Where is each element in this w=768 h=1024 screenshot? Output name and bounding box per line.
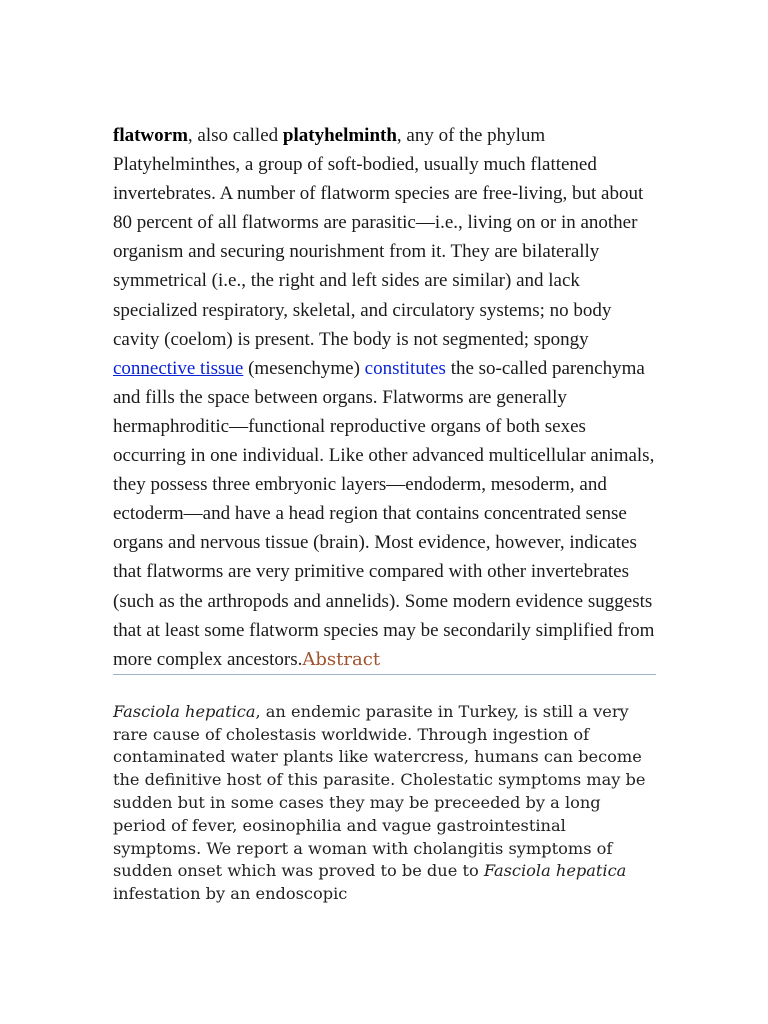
constitutes-link[interactable]: constitutes — [364, 357, 446, 379]
flatworm-article-paragraph — [113, 121, 656, 674]
document-page — [113, 121, 656, 906]
species-name: Fasciola hepatica — [483, 861, 627, 881]
text-segment: , also called — [187, 125, 283, 146]
text-segment: , an endemic parasite in Turkey, is still a very rare cause of cholestasis worldwide. Through ingestion of contaminated water plants like watercress, humans can become the definitive host of this parasite. Cholestatic symptoms may be sudden but in some cases they may be preceeded by a long period of fever, eosinophilia and vague gastrointestinal symptoms. We report a woman with cholangitis symptoms of sudden onset which was proved to be due to — [113, 701, 646, 881]
text-segment: , any of the phylum Platyhelminthes, a group of soft-bodied, usually much flattened invertebrates. A number of flatworm species are free-living, but about 80 percent of all flatworms are parasitic—i.e., living on or in another organism and securing nourishment from it. They are bilaterally symmetrical (i.e., the right and left sides are similar) and lack specialized respiratory, skeletal, and circulatory systems; no body cavity (coelom) is present. The body is not segmented; spongy — [113, 125, 644, 350]
text-segment: (mesenchyme) — [243, 357, 365, 379]
species-name: Fasciola hepatica — [113, 701, 256, 721]
text-segment: the so-called parenchyma and fills the space between organs. Flatworms are generally hermaphroditic—functional reproductive organs of both sexes occurring in one individual. Like other advanced multicellular animals, they possess three embryonic layers—endoderm, mesoderm, and ectoderm—and have a head region that contains concentrated sense organs and nervous tissue (brain). Most evidence, however, indicates that flatworms are very primitive compared with other invertebrates (such as the arthropods and annelids). Some modern evidence suggests that at least some flatworm species may be secondarily simplified from more complex ancestors. — [113, 357, 655, 670]
connective-tissue-link[interactable]: connective tissue — [113, 357, 244, 379]
abstract-paragraph — [113, 701, 656, 906]
text-segment: infestation by an endoscopic — [113, 884, 348, 904]
abstract-heading: Abstract — [302, 648, 381, 670]
term-platyhelminth: platyhelminth — [282, 125, 397, 146]
section-divider — [113, 674, 656, 675]
term-flatworm: flatworm — [113, 125, 188, 146]
